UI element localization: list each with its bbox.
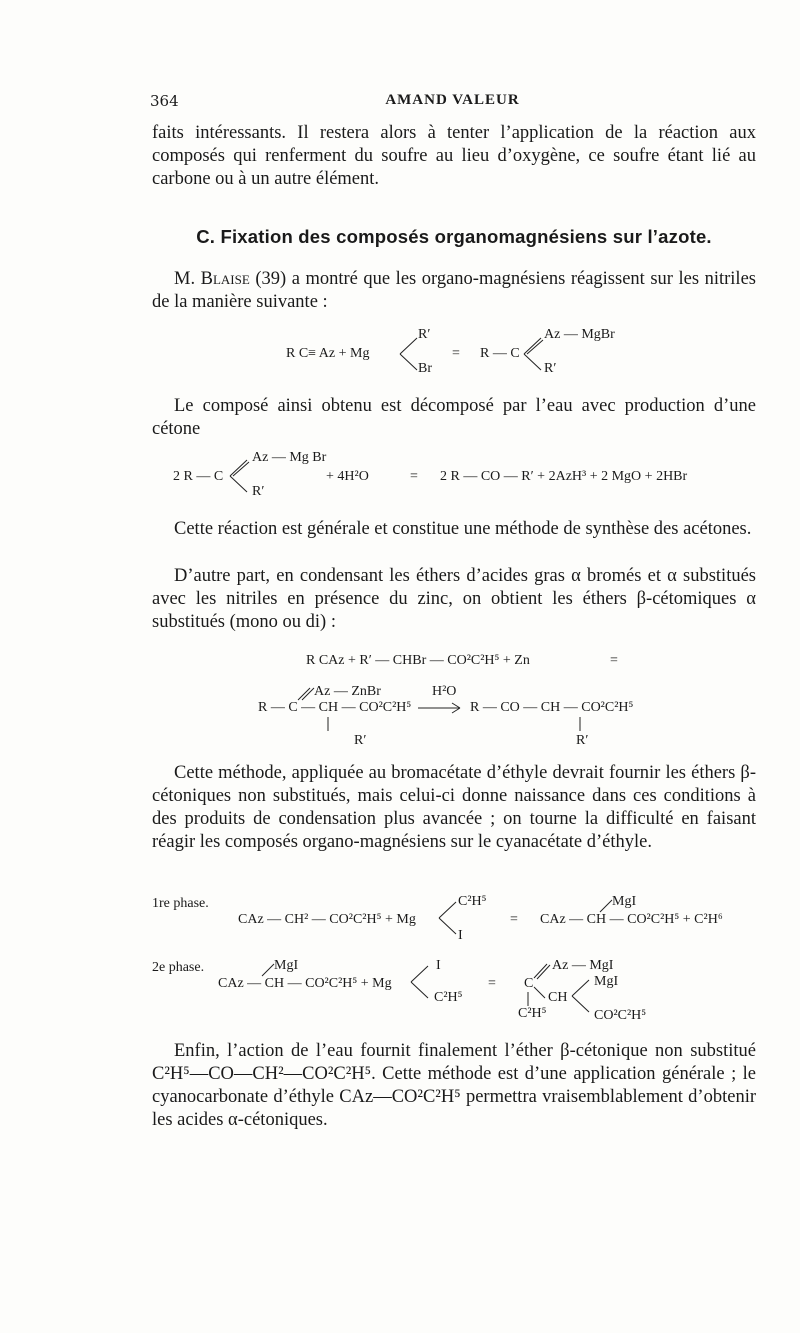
eq1-left: R C≡ Az + Mg: [286, 346, 370, 361]
eq3-h2o: H²O: [432, 684, 457, 699]
paragraph-decomposition: Le composé ainsi obtenu est décomposé par l’eau avec production d’une cétone: [152, 396, 756, 439]
paragraph-general: Cette réaction est générale et constitue une méthode de synthèse des acétones.: [174, 519, 752, 539]
author-name: Blaise: [200, 269, 250, 289]
paragraph-continuation: faits intéressants. Il restera alors à tenter l’application de la réaction aux composés qui renferment du soufre au lieu d’oxygène, ce soufre étant lié au carbone ou à un autre élément.: [152, 123, 756, 189]
phase-2-ch-top: MgI: [594, 974, 619, 989]
phase-2-left: CAz — CH — CO²C²H⁵ + Mg: [218, 976, 392, 991]
running-header: [150, 92, 755, 114]
eq3-az-znbr: Az — ZnBr: [314, 684, 381, 699]
section-heading: C. Fixation des composés organomagnésiens sur l’azote.: [196, 226, 712, 247]
phase-1-equals: =: [510, 912, 518, 927]
phase-1-mg-top: C²H⁵: [458, 894, 487, 909]
eq2-plus-water: + 4H²O: [326, 469, 369, 484]
eq1-equals: =: [452, 346, 460, 361]
eq3-mid-left: R — C — CH — CO²C²H⁵: [258, 700, 412, 715]
eq2-equals: =: [410, 469, 418, 484]
phase-1-label: 1re phase.: [152, 896, 209, 911]
eq3-mid-right: R — CO — CH — CO²C²H⁵: [470, 700, 634, 715]
phase-2-ch: CH: [548, 990, 568, 1005]
phase-2-c-bottom: C²H⁵: [518, 1006, 547, 1021]
phase-2-c-top: Az — MgI: [552, 958, 614, 973]
eq3-right-bond: [578, 717, 582, 733]
author-prefix: M.: [174, 269, 196, 289]
phase-1-right-top: MgI: [612, 894, 637, 909]
phase-2-mg-top: I: [436, 958, 441, 973]
paragraph-conclusion: Enfin, l’action de l’eau fournit finalement l’éther β-cétonique non substitué C²H⁵—CO—CH²—CO²C²H⁵. Cette méthode est d’une application générale ; le cyanocarbonate d’éthyle CAz—CO²C²H⁵ permettra vraisemblablement d’obtenir les acides α-cétoniques.: [152, 1041, 756, 1130]
phase-2-c-double-bond: [533, 962, 553, 980]
eq1-right: R — C: [480, 346, 520, 361]
phase-1-mg-bottom: I: [458, 928, 463, 943]
phase-1-left: CAz — CH² — CO²C²H⁵ + Mg: [238, 912, 416, 927]
eq1-c-bottom: R′: [544, 361, 557, 376]
paragraph-bromacetate: Cette méthode, appliquée au bromacétate d’éthyle devrait fournir les éthers β-cétoniques non substitués, mais celui-ci donne naissance dans ces conditions à des produits de condensation plus avancée ; on tourne la difficulté en faisant réagir les composés organo-magnésiens sur le cyanacétate d’éthyle.: [152, 763, 756, 852]
phase-2-left-top: MgI: [274, 958, 299, 973]
phase-2-label: 2e phase.: [152, 960, 205, 975]
eq3-left-bond: [326, 717, 330, 733]
eq3-r-right: R′: [576, 733, 589, 748]
phase-2-c: C: [524, 976, 534, 991]
eq3-arrow: [418, 700, 464, 716]
phase-2-c-ch-bond: [533, 986, 547, 1000]
phase-2-mg-bonds: [410, 962, 434, 1002]
eq1-mg-top: R′: [418, 327, 431, 342]
eq3-r-left: R′: [354, 733, 367, 748]
phase-2-ch-bonds: [571, 976, 595, 1016]
running-title: AMAND VALEUR: [385, 92, 520, 108]
phase-1-right: CAz — CH — CO²C²H⁵ + C²H⁶: [540, 912, 723, 927]
paragraph-blaise: [152, 268, 756, 314]
eq2-right: 2 R — CO — R′ + 2AzH³ + 2 MgO + 2HBr: [440, 469, 688, 484]
phase-2-mg-bottom: C²H⁵: [434, 990, 463, 1005]
eq2-c-bottom: R′: [252, 484, 265, 499]
eq2-c-top: Az — Mg Br: [252, 450, 327, 465]
eq2-c-bonds: [229, 456, 253, 496]
paragraph-blaise-text: (39) a montré que les organo-magnésiens réagissent sur les nitriles de la manière suivante :: [152, 269, 756, 312]
page-number: 364: [150, 92, 179, 110]
eq2-left: 2 R — C: [173, 469, 224, 484]
paragraph-condensation: D’autre part, en condensant les éthers d’acides gras α bromés et α substitués avec les nitriles en présence du zinc, on obtient les éthers β-cétomiques α substitués (mono ou di) :: [152, 566, 756, 632]
phase-2-equals: =: [488, 976, 496, 991]
eq1-c-top: Az — MgBr: [544, 327, 615, 342]
eq1-mg-bottom: Br: [418, 361, 432, 376]
eq3-line1: R CAz + R′ — CHBr — CO²C²H⁵ + Zn: [306, 653, 530, 668]
phase-2-ch-bottom: CO²C²H⁵: [594, 1008, 647, 1023]
eq3-line1-equals: =: [610, 653, 618, 668]
